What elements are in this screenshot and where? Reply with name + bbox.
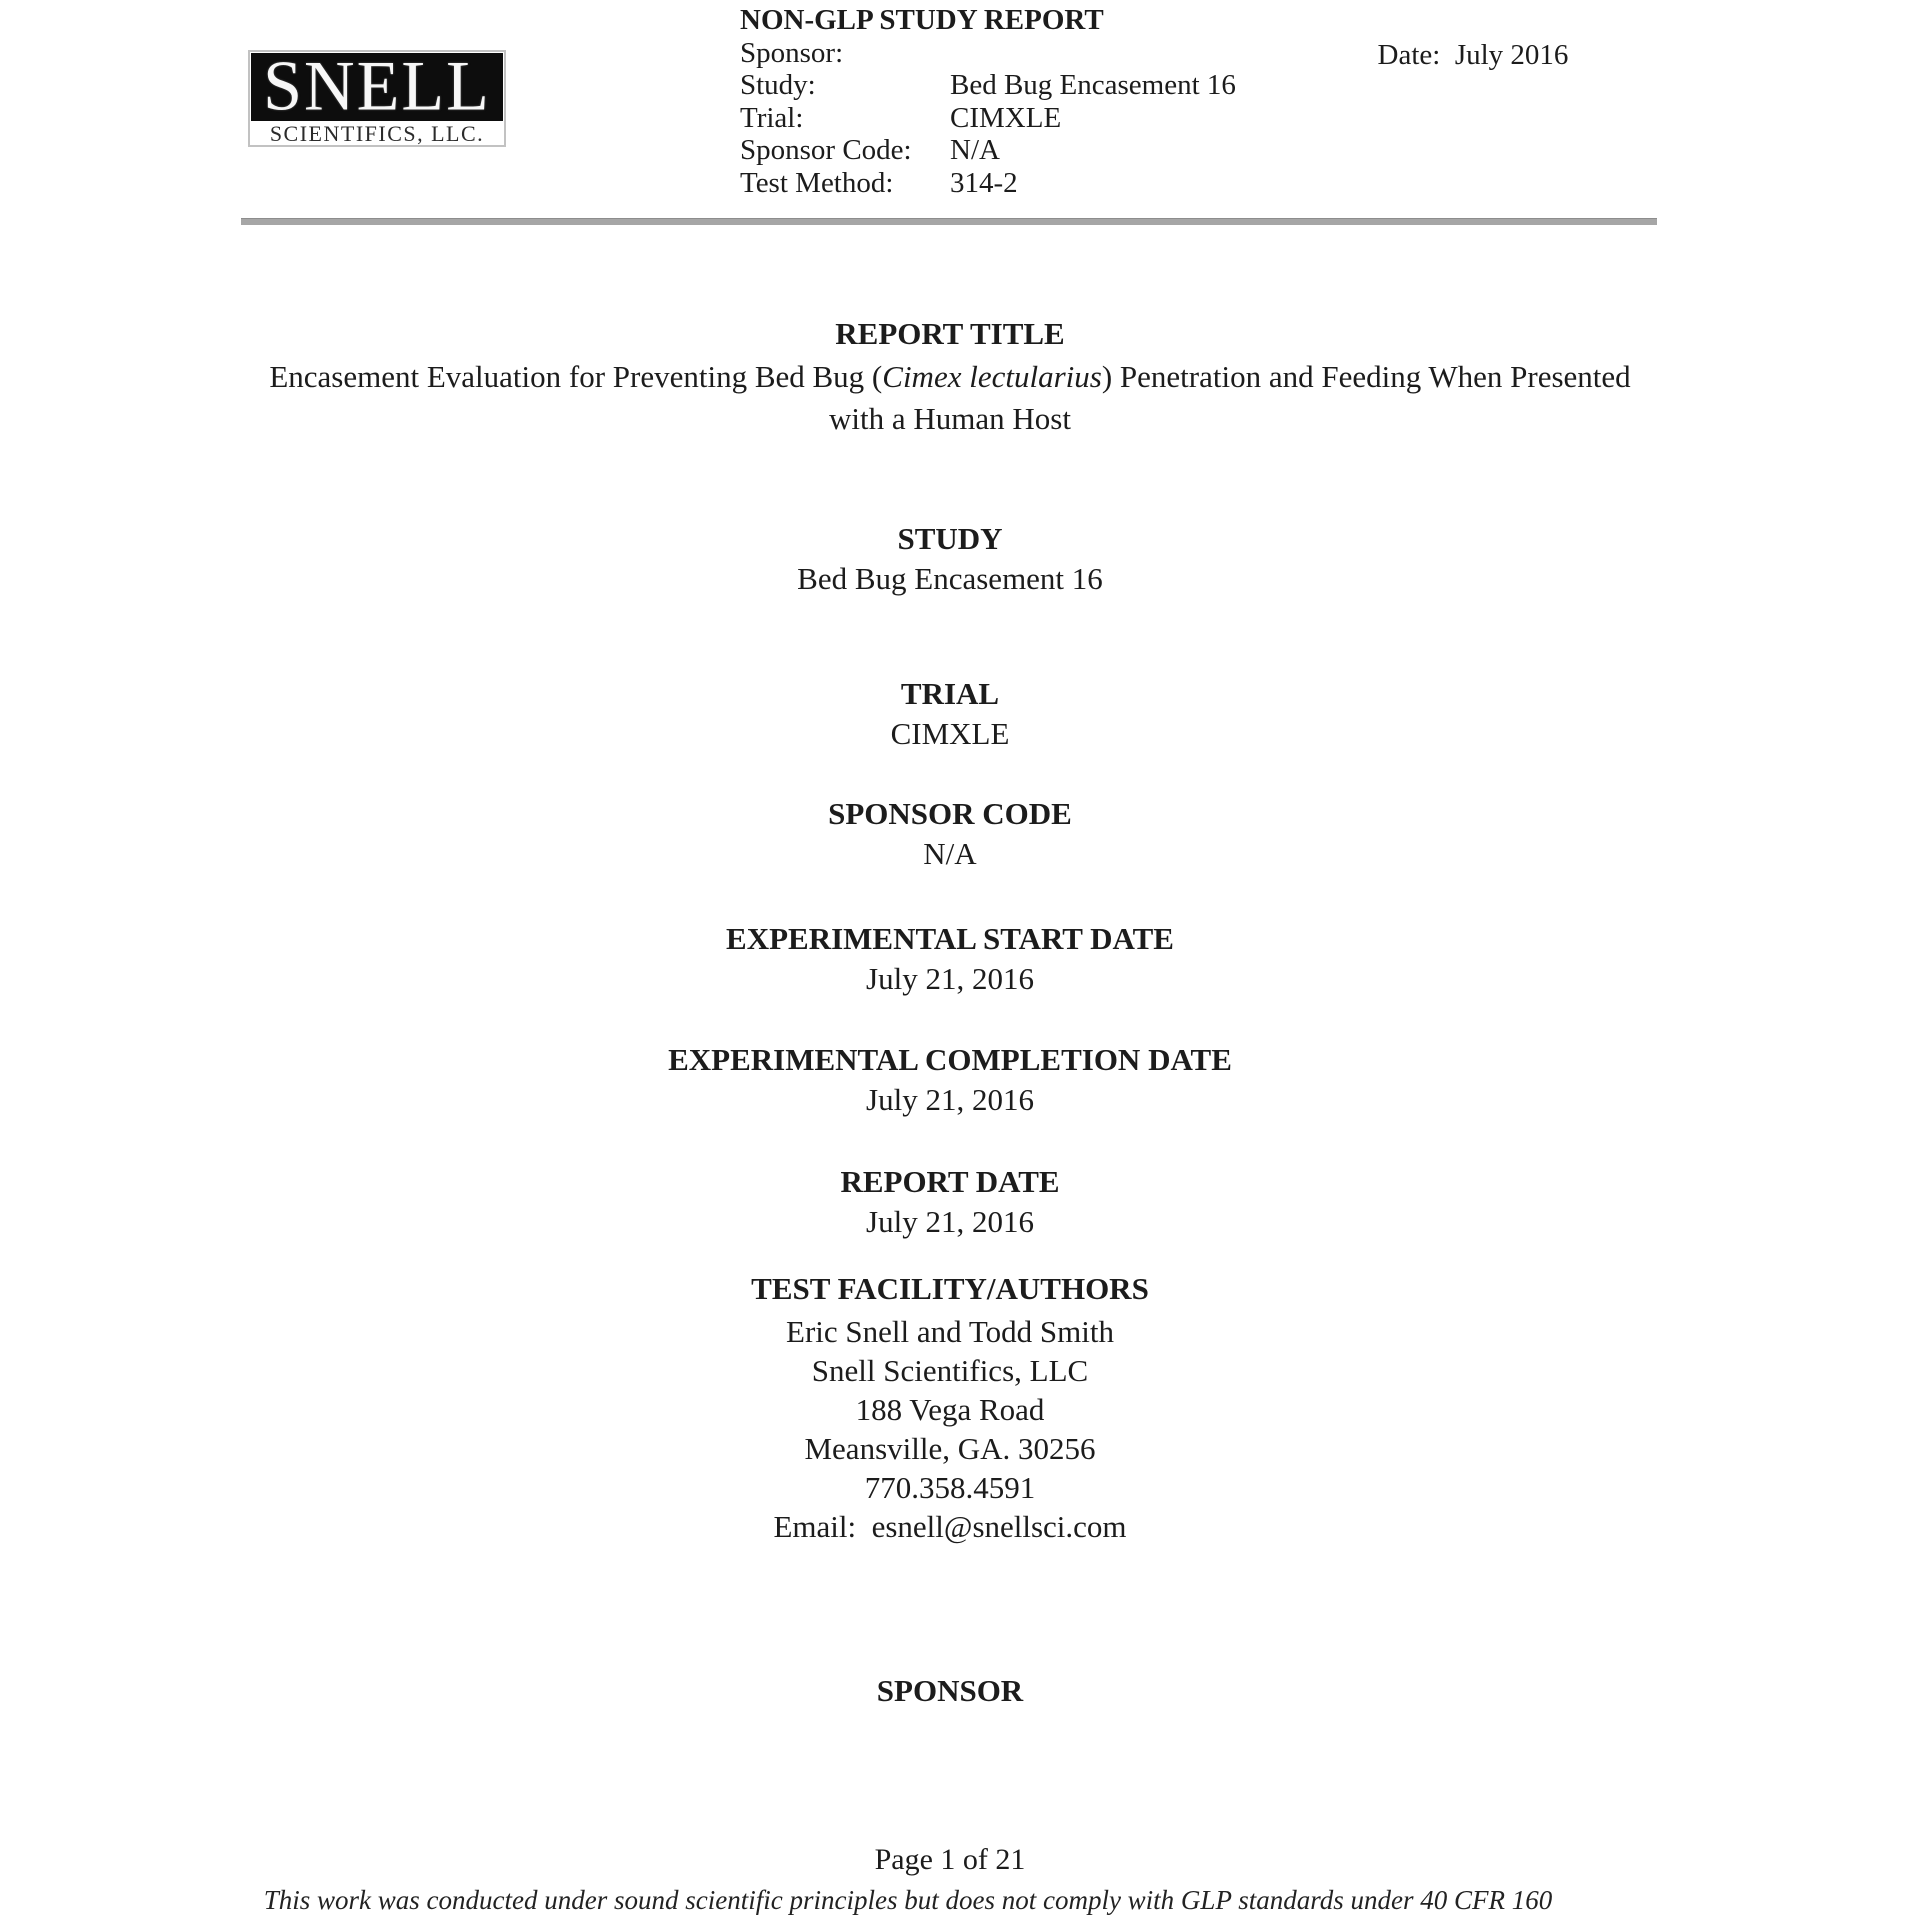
date-value: July 2016 xyxy=(1454,39,1569,71)
section-value: July 21, 2016 xyxy=(866,961,1034,996)
section-value: July 21, 2016 xyxy=(866,1204,1034,1239)
section-experimental-start-date xyxy=(0,919,1910,999)
header-row-sponsor-code xyxy=(740,134,1236,167)
facility-street-line: 188 Vega Road xyxy=(855,1392,1045,1427)
logo-subtitle: SCIENTIFICS, LLC. xyxy=(269,120,485,146)
header-value: CIMXLE xyxy=(950,101,1062,134)
report-type-heading: NON-GLP STUDY REPORT xyxy=(740,4,1104,36)
section-experimental-completion-date xyxy=(0,1040,1910,1120)
header-label: Test Method: xyxy=(740,166,894,199)
section-value: July 21, 2016 xyxy=(866,1082,1034,1117)
header-row-sponsor xyxy=(740,37,1236,70)
sponsor-heading: SPONSOR xyxy=(876,1673,1024,1708)
report-title-part1: Encasement Evaluation for Preventing Bed Bug ( xyxy=(269,359,883,394)
header-label: Sponsor: xyxy=(740,36,844,69)
page-number: Page 1 of 21 xyxy=(874,1843,1026,1876)
section-value: N/A xyxy=(923,836,977,871)
section-heading: EXPERIMENTAL START DATE xyxy=(726,921,1174,956)
header-value: N/A xyxy=(950,134,1000,166)
section-value: Bed Bug Encasement 16 xyxy=(797,561,1103,596)
facility-author-line: Eric Snell and Todd Smith xyxy=(786,1314,1114,1349)
section-heading: REPORT DATE xyxy=(840,1164,1060,1199)
date-label: Date: xyxy=(1377,39,1455,71)
facility-city-line: Meansville, GA. 30256 xyxy=(804,1431,1096,1466)
section-sponsor-code xyxy=(0,794,1910,874)
header-date xyxy=(1363,6,1568,72)
logo-wordmark: SNELL xyxy=(263,53,491,121)
section-study xyxy=(0,519,1910,599)
section-trial xyxy=(0,674,1910,754)
company-logo xyxy=(248,50,506,147)
section-heading: TRIAL xyxy=(900,676,1000,711)
header-value: Bed Bug Encasement 16 xyxy=(950,69,1236,101)
header-label: Trial: xyxy=(740,101,804,134)
section-test-facility xyxy=(0,1266,1910,1546)
glp-disclaimer: This work was conducted under sound scientific principles but does not comply with GLP standards under 40 CFR 160 xyxy=(263,1885,1553,1915)
header-info-block xyxy=(740,4,1236,199)
report-title-heading: REPORT TITLE xyxy=(835,316,1065,351)
header-row-study xyxy=(740,69,1236,102)
header-row-test-method xyxy=(740,167,1236,200)
section-heading: SPONSOR CODE xyxy=(828,796,1072,831)
section-value: CIMXLE xyxy=(890,716,1010,751)
header-value: 314-2 xyxy=(950,166,1018,199)
section-heading: STUDY xyxy=(897,521,1003,556)
header-row-trial xyxy=(740,102,1236,135)
header-label: Study: xyxy=(740,69,816,101)
section-heading: EXPERIMENTAL COMPLETION DATE xyxy=(668,1042,1232,1077)
report-title xyxy=(0,356,1910,440)
logo-black-panel xyxy=(251,53,503,121)
header-divider-rule xyxy=(241,218,1657,225)
header-label: Sponsor Code: xyxy=(740,134,912,166)
facility-company-line: Snell Scientifics, LLC xyxy=(811,1353,1089,1388)
facility-phone-line: 770.358.4591 xyxy=(864,1470,1036,1505)
report-title-species: Cimex lectularius xyxy=(882,359,1102,394)
report-title-part2: ) Penetration and Feeding When Presented with a Human Host xyxy=(829,359,1631,436)
section-report-date xyxy=(0,1162,1910,1242)
facility-heading: TEST FACILITY/AUTHORS xyxy=(751,1271,1149,1306)
facility-email-line: Email: esnell@snellsci.com xyxy=(773,1509,1127,1544)
